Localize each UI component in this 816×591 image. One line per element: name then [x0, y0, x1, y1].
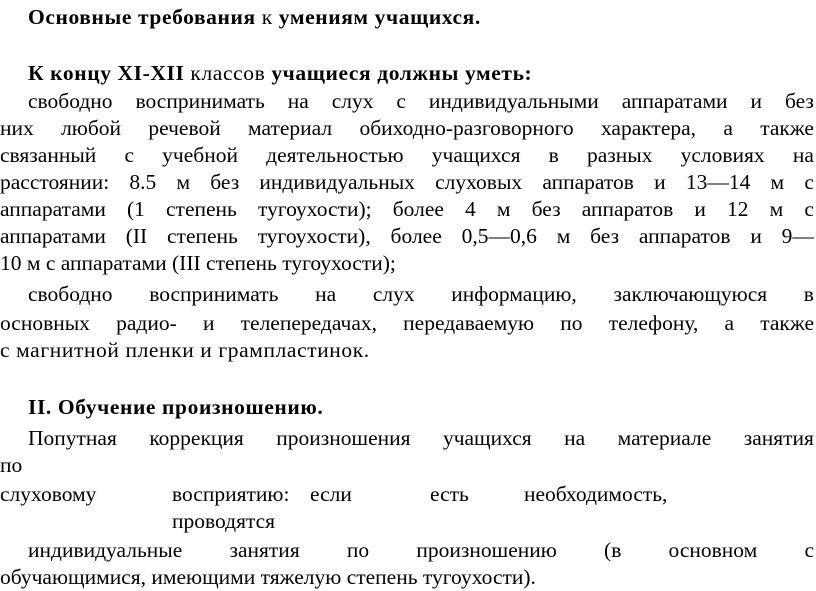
- word: и: [750, 224, 762, 248]
- word: без: [531, 197, 561, 221]
- word: слух: [331, 89, 374, 113]
- word: 9—: [781, 224, 814, 248]
- word: индивидуальными: [428, 89, 599, 113]
- word: а: [724, 311, 735, 335]
- word: них: [0, 116, 34, 140]
- word: а: [723, 116, 733, 140]
- word: степень: [167, 224, 238, 248]
- word: обиходно-разговорного: [359, 116, 574, 140]
- word: с: [804, 197, 814, 221]
- word: м: [770, 170, 785, 194]
- word: без: [210, 170, 240, 194]
- para1-line6: [0, 223, 814, 249]
- heading-grade-skills: [28, 60, 816, 86]
- word: с: [124, 143, 135, 167]
- word: аппаратов: [542, 170, 634, 194]
- word: на: [315, 282, 337, 306]
- word: слуховых: [435, 170, 523, 194]
- para1-line1: [28, 88, 814, 114]
- word: более: [390, 224, 442, 248]
- word: 13—14: [685, 170, 751, 194]
- word: телепередачах,: [240, 311, 377, 335]
- para2-line3: с магнитной пленки и грампластинок.: [0, 338, 370, 362]
- word: степень: [166, 197, 237, 221]
- word: тугоухости);: [257, 197, 372, 221]
- para3-word-1: слуховому: [0, 482, 97, 506]
- word: аппаратов: [581, 197, 674, 221]
- word: (II: [125, 224, 148, 248]
- word: тугоухости),: [257, 224, 371, 248]
- word: без: [590, 224, 620, 248]
- heading-requirements-part2: к: [261, 5, 273, 29]
- word: более: [392, 197, 444, 221]
- word: также: [760, 116, 814, 140]
- word: (в: [604, 538, 622, 562]
- word: на: [564, 426, 586, 450]
- word: заключающуюся: [613, 282, 768, 306]
- word: 8.5: [129, 170, 157, 194]
- heading-requirements-part1: Основные требования: [28, 5, 256, 29]
- word: свободно: [28, 89, 113, 113]
- word: м: [176, 170, 191, 194]
- para1-line2: [0, 115, 814, 141]
- word: воспринимать: [149, 282, 279, 306]
- heading-grade-part2: классов: [190, 61, 266, 85]
- word: деятельностью: [266, 143, 404, 167]
- para2-line1: [28, 281, 814, 307]
- word: материал: [248, 116, 333, 140]
- word: м: [769, 197, 784, 221]
- word: на: [792, 143, 814, 167]
- word: Попутная: [28, 426, 117, 450]
- word: по: [560, 311, 583, 335]
- word: расстоянии:: [0, 170, 110, 194]
- para1-line3: [0, 142, 814, 168]
- word: с: [804, 170, 814, 194]
- heading-grade-part3: учащиеся должны уметь:: [271, 61, 533, 85]
- word: учащихся: [442, 426, 532, 450]
- word: по: [346, 538, 370, 562]
- word: любой: [61, 116, 122, 140]
- word: аппаратами: [621, 89, 728, 113]
- para3-word-5: необходимость,: [524, 482, 668, 506]
- word: (1: [126, 197, 145, 221]
- word: слух: [372, 282, 415, 306]
- heading-pronunciation: II. Обучение произношению.: [28, 395, 324, 419]
- word: индивидуальных: [259, 170, 415, 194]
- word: основных: [0, 311, 90, 335]
- word: учебной: [162, 143, 238, 167]
- heading-requirements: [28, 4, 816, 30]
- word: 0,5—0,6: [461, 224, 537, 248]
- word: с: [804, 538, 814, 562]
- word: связанный: [0, 143, 97, 167]
- para3-word-3: если: [310, 482, 352, 506]
- para3-line5: [28, 537, 814, 563]
- word: м: [556, 224, 571, 248]
- heading-grade-part1: К концу XI-XII: [28, 61, 185, 85]
- word: на: [287, 89, 309, 113]
- word: и: [694, 197, 706, 221]
- para3-line3: [0, 481, 814, 507]
- word: и: [750, 89, 763, 113]
- word: радио-: [116, 311, 177, 335]
- word: в: [548, 143, 559, 167]
- para3-line6: обучающимися, имеющими тяжелую степень тугоухости).: [0, 565, 536, 589]
- word: основном: [668, 538, 758, 562]
- heading-requirements-part3: умениям учащихся.: [278, 5, 481, 29]
- word: индивидуальные: [28, 538, 183, 562]
- para1-line5: [0, 196, 814, 222]
- word: материале: [617, 426, 712, 450]
- word: разных: [586, 143, 653, 167]
- word: занятия: [229, 538, 300, 562]
- para2-line2: [0, 310, 814, 336]
- para3-line4: проводятся: [172, 509, 276, 533]
- word: без: [784, 89, 814, 113]
- para1-line7: 10 м с аппаратами (III степень тугоухости);: [0, 251, 396, 275]
- word: произношению: [416, 538, 557, 562]
- word: аппаратов: [638, 224, 731, 248]
- word: м: [496, 197, 511, 221]
- word: и: [202, 311, 215, 335]
- word: 12: [727, 197, 749, 221]
- para1-line4: [0, 169, 814, 195]
- word: учащихся: [431, 143, 521, 167]
- word: занятия: [743, 426, 814, 450]
- word: передаваемую: [403, 311, 535, 335]
- word: также: [760, 311, 814, 335]
- word: аппаратами: [0, 197, 106, 221]
- para3-word-4: есть: [430, 482, 469, 506]
- word: 4: [465, 197, 476, 221]
- word: с: [396, 89, 406, 113]
- word: воспринимать: [135, 89, 265, 113]
- word: информацию,: [451, 282, 577, 306]
- para3-line2: по: [0, 453, 23, 477]
- word: свободно: [28, 282, 113, 306]
- word: в: [803, 282, 814, 306]
- word: произношения: [276, 426, 411, 450]
- para3-line1: [28, 425, 814, 451]
- word: телефону,: [608, 311, 699, 335]
- word: условиях: [680, 143, 765, 167]
- word: речевой: [148, 116, 221, 140]
- word: и: [654, 170, 666, 194]
- word: коррекция: [149, 426, 244, 450]
- word: аппаратами: [0, 224, 106, 248]
- para3-word-2: восприятию:: [172, 482, 290, 506]
- word: характера,: [600, 116, 697, 140]
